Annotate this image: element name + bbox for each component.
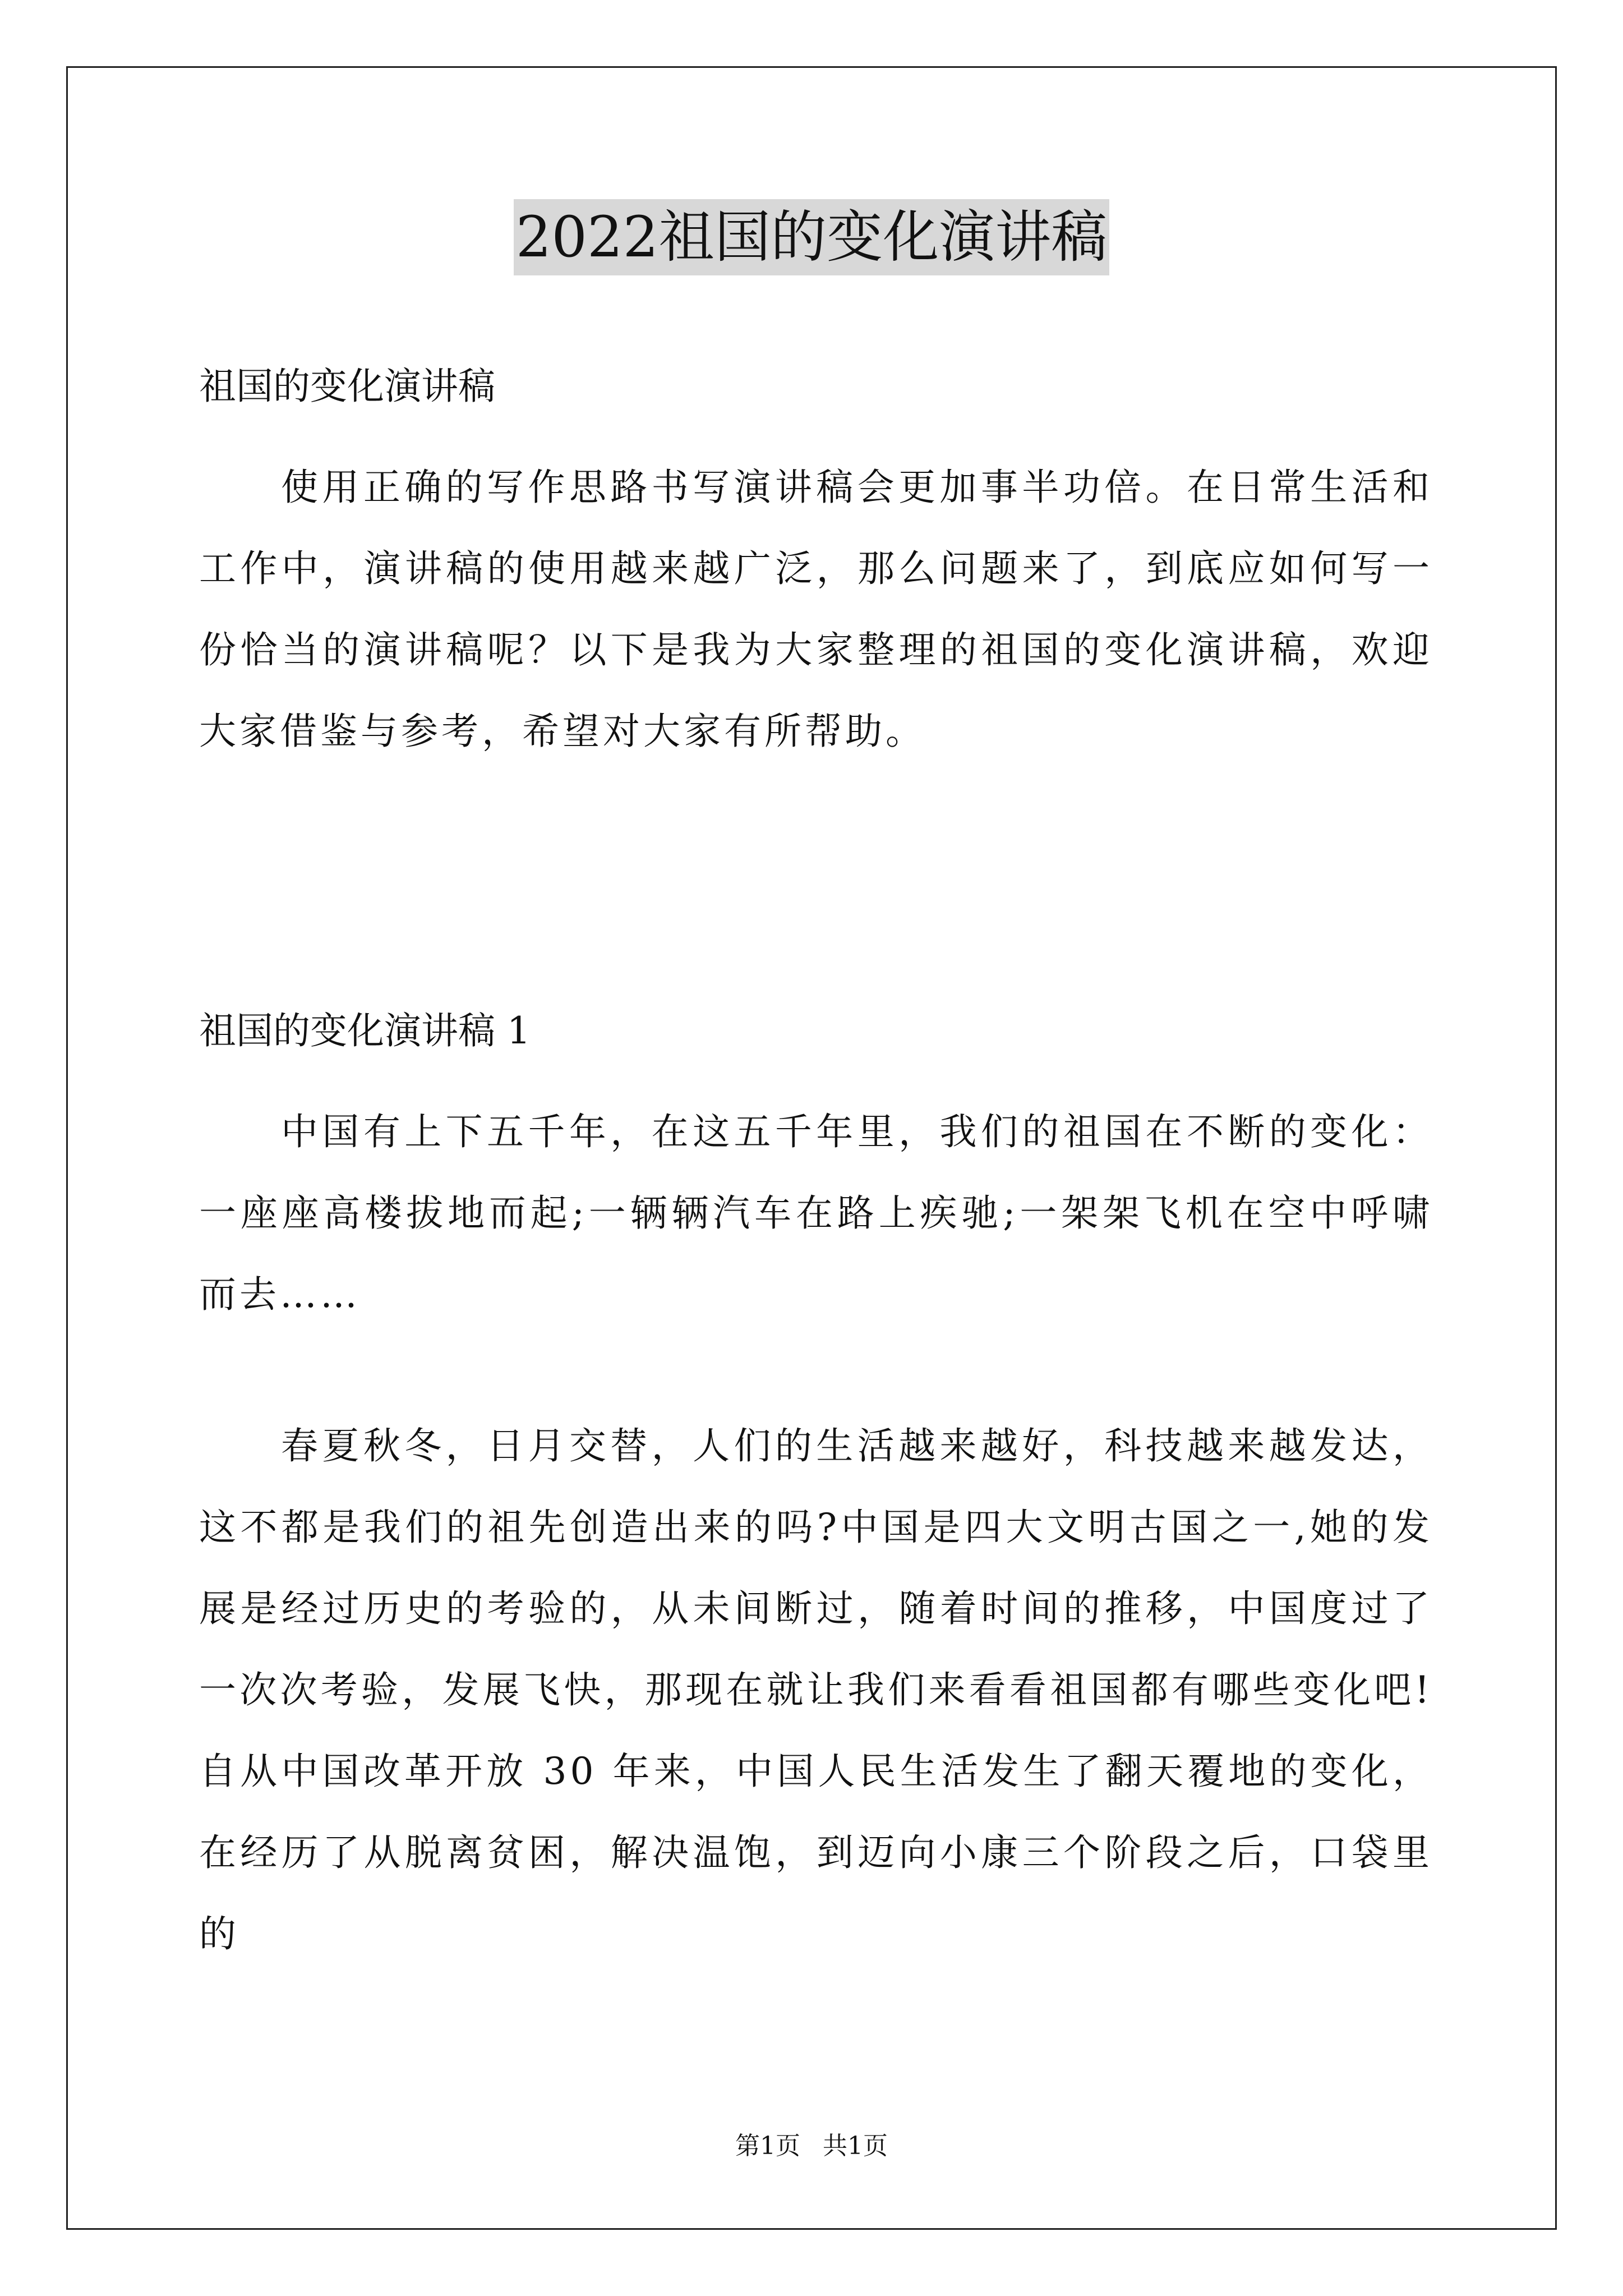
title-container xyxy=(0,199,1623,275)
intro-block xyxy=(199,447,1433,772)
section1-heading-block xyxy=(199,990,1433,1071)
section1-heading: 祖国的变化演讲稿 1 xyxy=(199,1009,531,1052)
page-number: 第1页 xyxy=(735,2132,800,2160)
section1-paragraph-1: 中国有上下五千年，在这五千年里，我们的祖国在不断的变化：一座座高楼拔地而起;一辆辆汽车在路上疾驰;一架架飞机在空中呼啸而去…… xyxy=(199,1110,1433,1316)
section1-paragraph-2: 春夏秋冬，日月交替，人们的生活越来越好，科技越来越发达，这不都是我们的祖先创造出来的吗?中国是四大文明古国之一,她的发展是经过历史的考验的，从未间断过，随着时间的推移，中国度过了一次次考验，发展飞快，那现在就让我们来看看祖国都有哪些变化吧!自从中国改革开放 30 年来，中国人民生活发生了翻天覆地的变化，在经历了从脱离贫困，解决温饱，到迈向小康三个阶段之后，口袋里的 xyxy=(199,1424,1433,1955)
section1-para1-block xyxy=(199,1091,1433,1335)
subtitle-block xyxy=(199,346,1433,427)
intro-paragraph: 使用正确的写作思路书写演讲稿会更加事半功倍。在日常生活和工作中，演讲稿的使用越来越广泛，那么问题来了，到底应如何写一份恰当的演讲稿呢？以下是我为大家整理的祖国的变化演讲稿，欢迎大家借鉴与参考，希望对大家有所帮助。 xyxy=(199,466,1433,753)
page-total: 共1页 xyxy=(823,2132,888,2160)
section1-para2-block xyxy=(199,1405,1433,1975)
document-title: 2022祖国的变化演讲稿 xyxy=(514,199,1110,275)
document-subtitle: 祖国的变化演讲稿 xyxy=(199,365,495,408)
page-footer xyxy=(0,2129,1623,2163)
